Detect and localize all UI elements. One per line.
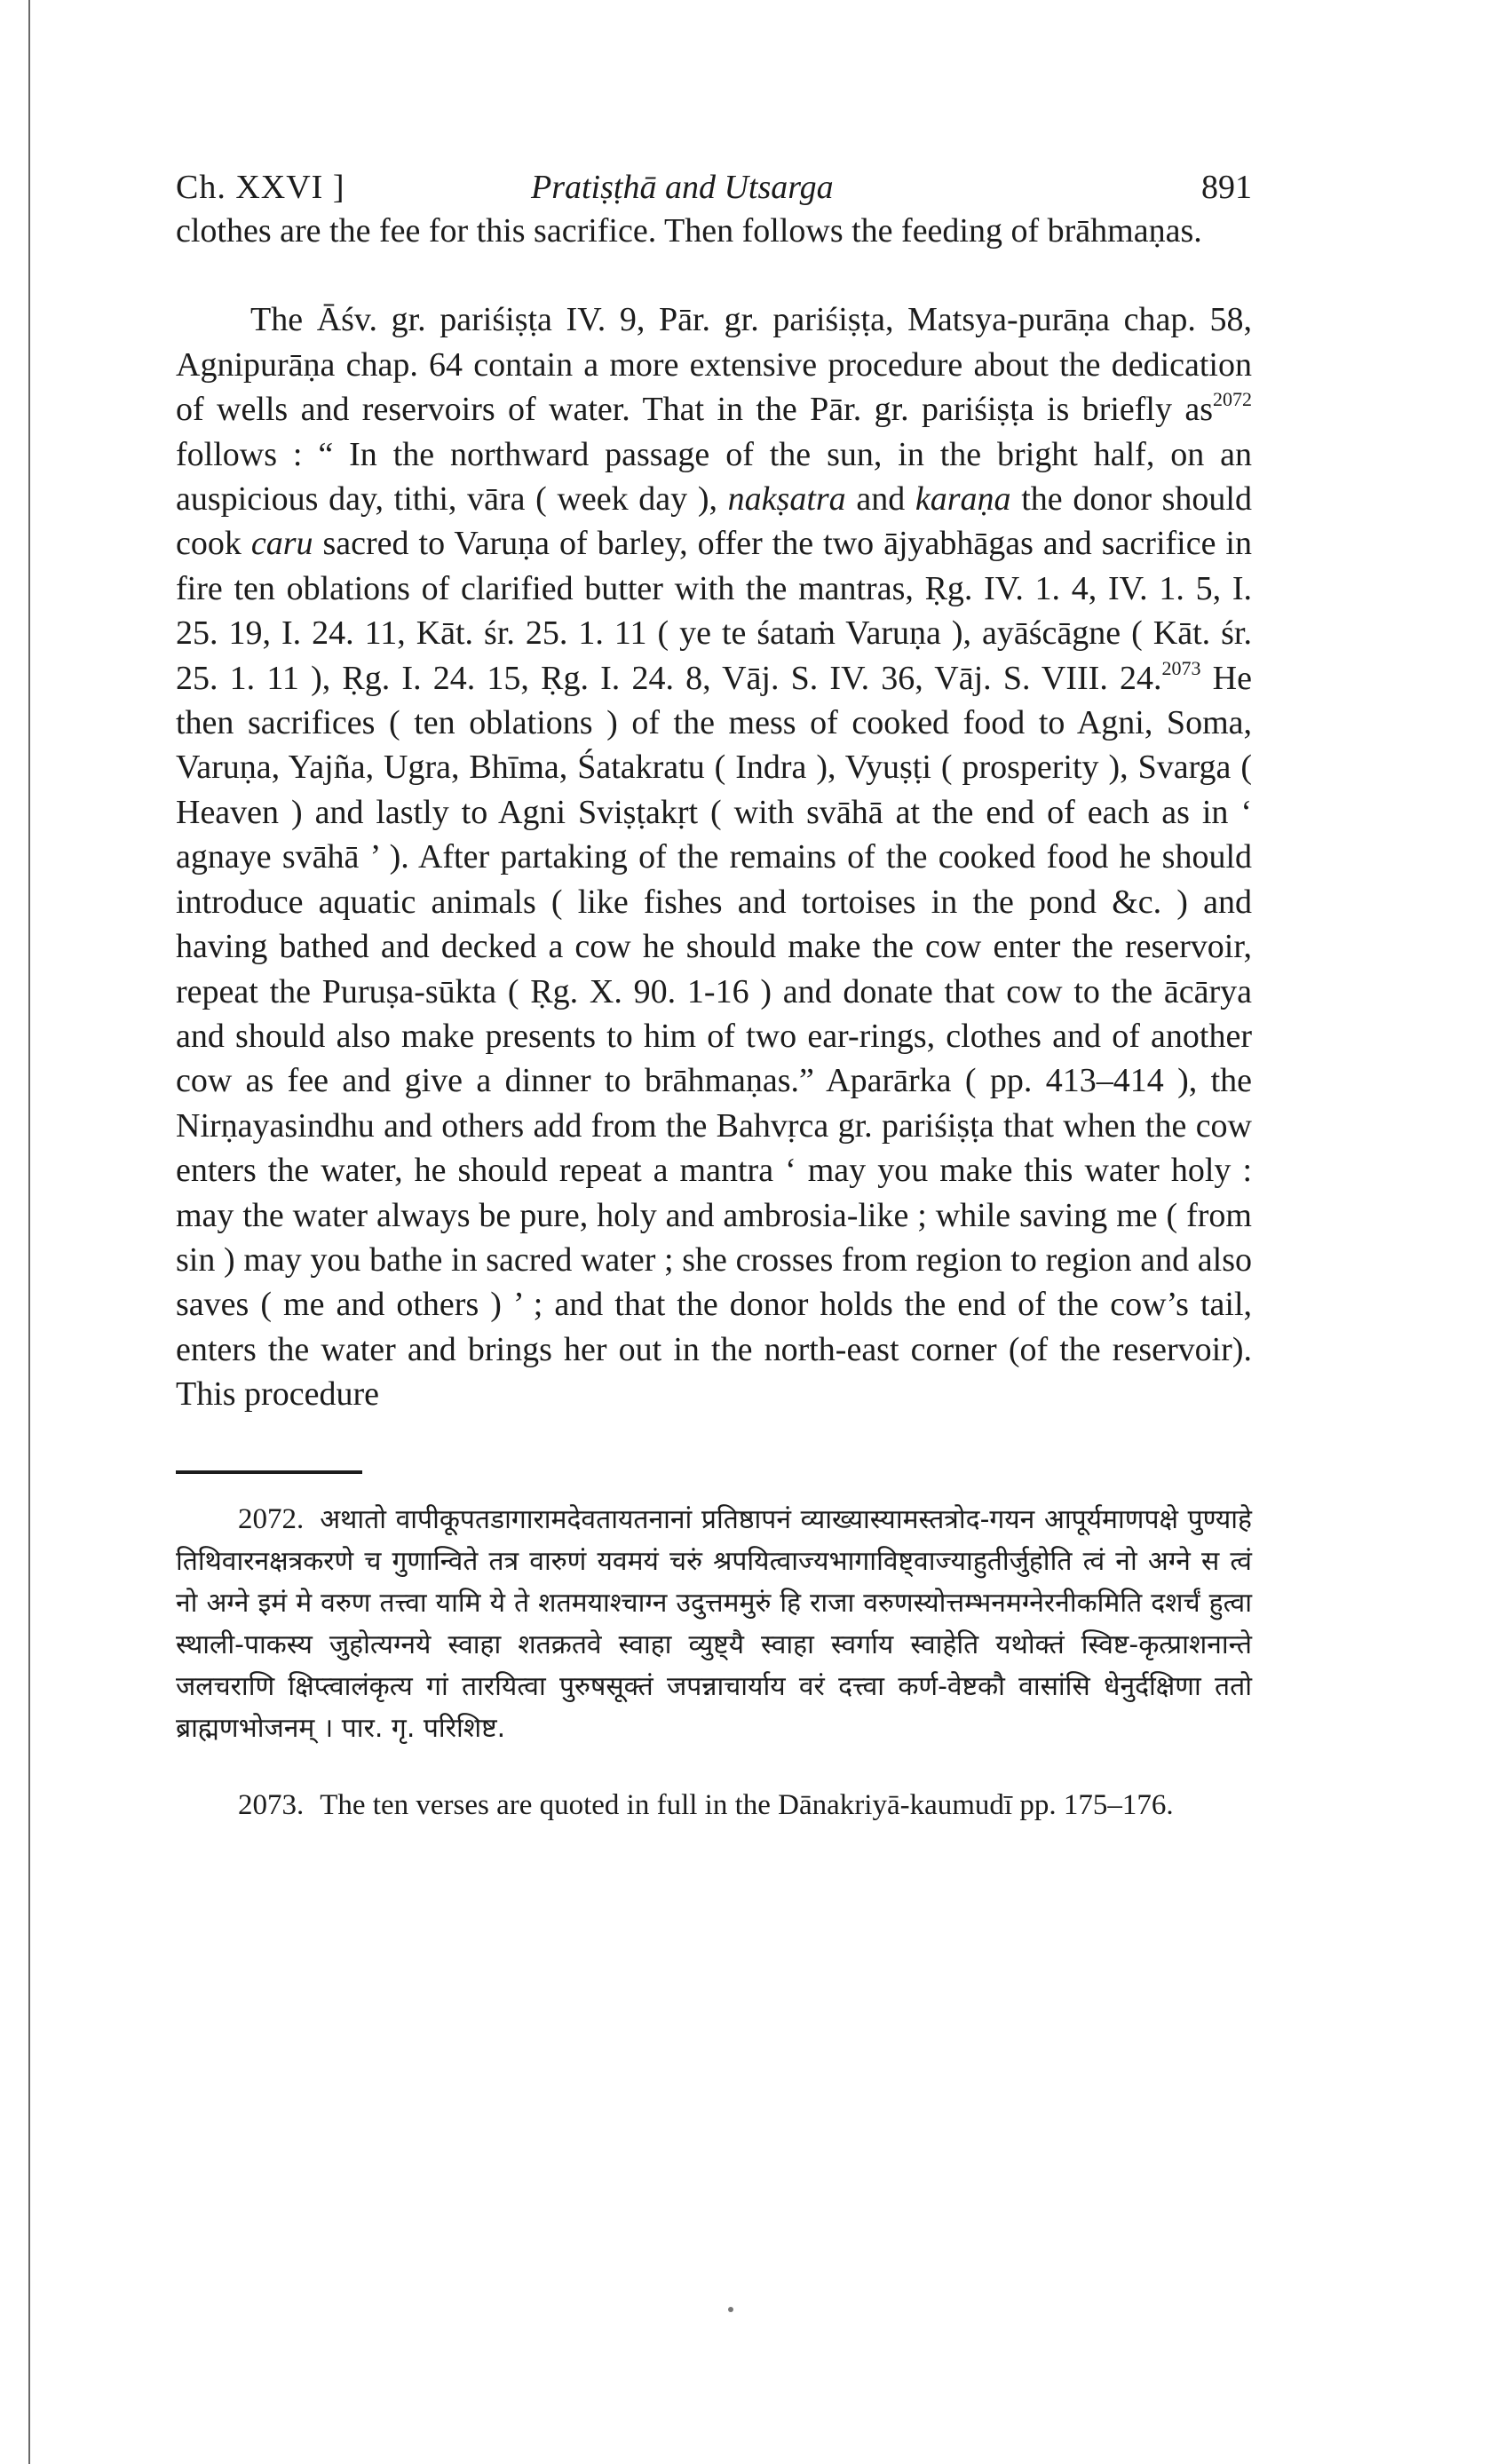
paragraph-2-part-4: He then sacrifices ( ten oblations ) of the mess of cooked food to Agni, Soma, Varuṇa, Yajña, Ugra, Bhīma, Śatakratu ( Indra ), Vyuṣṭi ( prosperity ), Svarga ( Heaven ) and lastly to Agni Sviṣṭakṛt ( with svāhā at the end of each as in ‘ agnaye svāhā ’ ). After partaking of the remains of the cooked food he should introduce aquatic animals ( like fishes and tortoises in the pond &c. ) and having bathed and decked a cow he should make the cow enter the reservoir, repeat the Puruṣa-sūkta ( Ṛg. X. 90. 1-16 ) and donate that cow to the ācārya and should also make presents to him of two ear-rings, clothes and of another cow as fee and give a dinner to brāhmaṇas.” Aparārka ( pp. 413–414 ), the Nirṇayasindhu and others add from the Bahvṛca gr. pariśiṣṭa that when the cow enters the water, he should repeat a mantra ‘ may you make this water holy : may the water always be pure, holy and ambrosia-like ; while saving me ( from sin ) may you bathe in sacred water ; she crosses from region to region and also saves ( me and others ) ’ ; and that the donor holds the end of the cow’s tail, enters the water and brings her out in the north-east corner (of the reservoir). This procedure [176,659,1252,1414]
page-number: 891 [1201,169,1252,206]
footnote-text: अथातो वापीकूपतडागारामदेवतायतनानां प्रतिष्ठापनं व्याख्यास्यामस्तत्रोद-गयन आपूर्यमाणपक्षे पुण्याहे तिथिवारनक्षत्रकरणे च गुणान्विते तत्र वारुणं यवमयं चरुं श्रपयित्वाज्यभागाविष्ट्वाज्याहुतीर्जुहोति त्वं नो अग्ने स त्वं नो अग्ने इमं मे वरुण तत्त्वा यामि ये ते शतमयाश्चाग्न उदुत्तममुरुं हि राजा वरुणस्योत्तम्भनमग्नेरनीकमिति दशर्चं हुत्वा स्थाली-पाकस्य जुहोत्यग्नये स्वाहा शतक्रतवे स्वाहा व्युष्ट्यै स्वाहा स्वर्गाय स्वाहेति यथोक्तं स्विष्ट-कृत्प्राशनान्ते जलचराणि क्षिप्त्वालंकृत्य गां तारयित्वा पुरुषसूक्तं जपन्नाचार्याय वरं दत्त्वा कर्ण-वेष्टकौ वासांसि धेनुर्दक्षिणा ततो ब्राह्मणभोजनम् । पार. गृ. परिशिष्ट. [176,1503,1252,1744]
book-page [176,155,1252,1826]
footnote-number: 2072. [238,1502,305,1535]
term-naksatra: nakṣatra [727,480,846,519]
paragraph-2-part-2: follows : “ In the northward passage of the sun, in the bright half, on an auspicious day, tithi, vāra ( week day ), [176,435,1252,519]
footnote-2073 [176,1785,1252,1826]
main-text [176,209,1252,1417]
footnote-2072 [176,1499,1252,1749]
footnote-ref-2072[interactable]: 2072 [1213,388,1252,411]
chapter-label: Ch. XXVI ] [176,169,345,206]
paragraph-2-and: and [845,480,915,519]
footnote-text: The ten verses are quoted in full in the Dānakriyā-kaumudī pp. 175–176. [320,1788,1174,1821]
paragraph-2-cook: the donor should cook [176,480,1252,563]
paragraph-2-part-3: sacred to Varuṇa of barley, offer the two ājyabhāgas and sacrifice in fire ten oblations of clarified butter with the mantras, Ṛg. IV. 1. 4, IV. 1. 5, I. 25. 19, I. 24. 11, Kāt. śr. 25. 1. 11 ( ye te śataṁ Varuṇa ), ayāścāgne ( Kāt. śr. 25. 1. 11 ), Ṛg. I. 24. 15, Ṛg. I. 24. 8, Vāj. S. IV. 36, Vāj. S. VIII. 24. [176,525,1252,697]
paragraph-1: clothes are the fee for this sacrifice. Then follows the feeding of brāhmaṇas. [176,212,1202,250]
footnote-number: 2073. [238,1788,305,1821]
term-caru: caru [250,525,313,563]
term-karana: karaṇa [915,480,1011,519]
page-edge-rule [28,0,30,2464]
footnotes [176,1499,1252,1826]
paragraph-2-part-1: The Āśv. gr. pariśiṣṭa IV. 9, Pār. gr. pariśiṣṭa, Matsya-purāṇa chap. 58, Agnipurāṇa chap. 64 contain a more extensive procedure about the dedication of wells and reservoirs of water. That in the Pār. gr. pariśiṣṭa is briefly as [176,301,1252,429]
scan-speck [728,2307,733,2312]
footnote-divider [176,1470,362,1474]
footnote-ref-2073[interactable]: 2073 [1161,656,1201,679]
page-header [176,155,1252,209]
paragraph-2 [176,297,1252,1416]
running-title: Pratiṣṭhā and Utsarga [531,169,834,206]
